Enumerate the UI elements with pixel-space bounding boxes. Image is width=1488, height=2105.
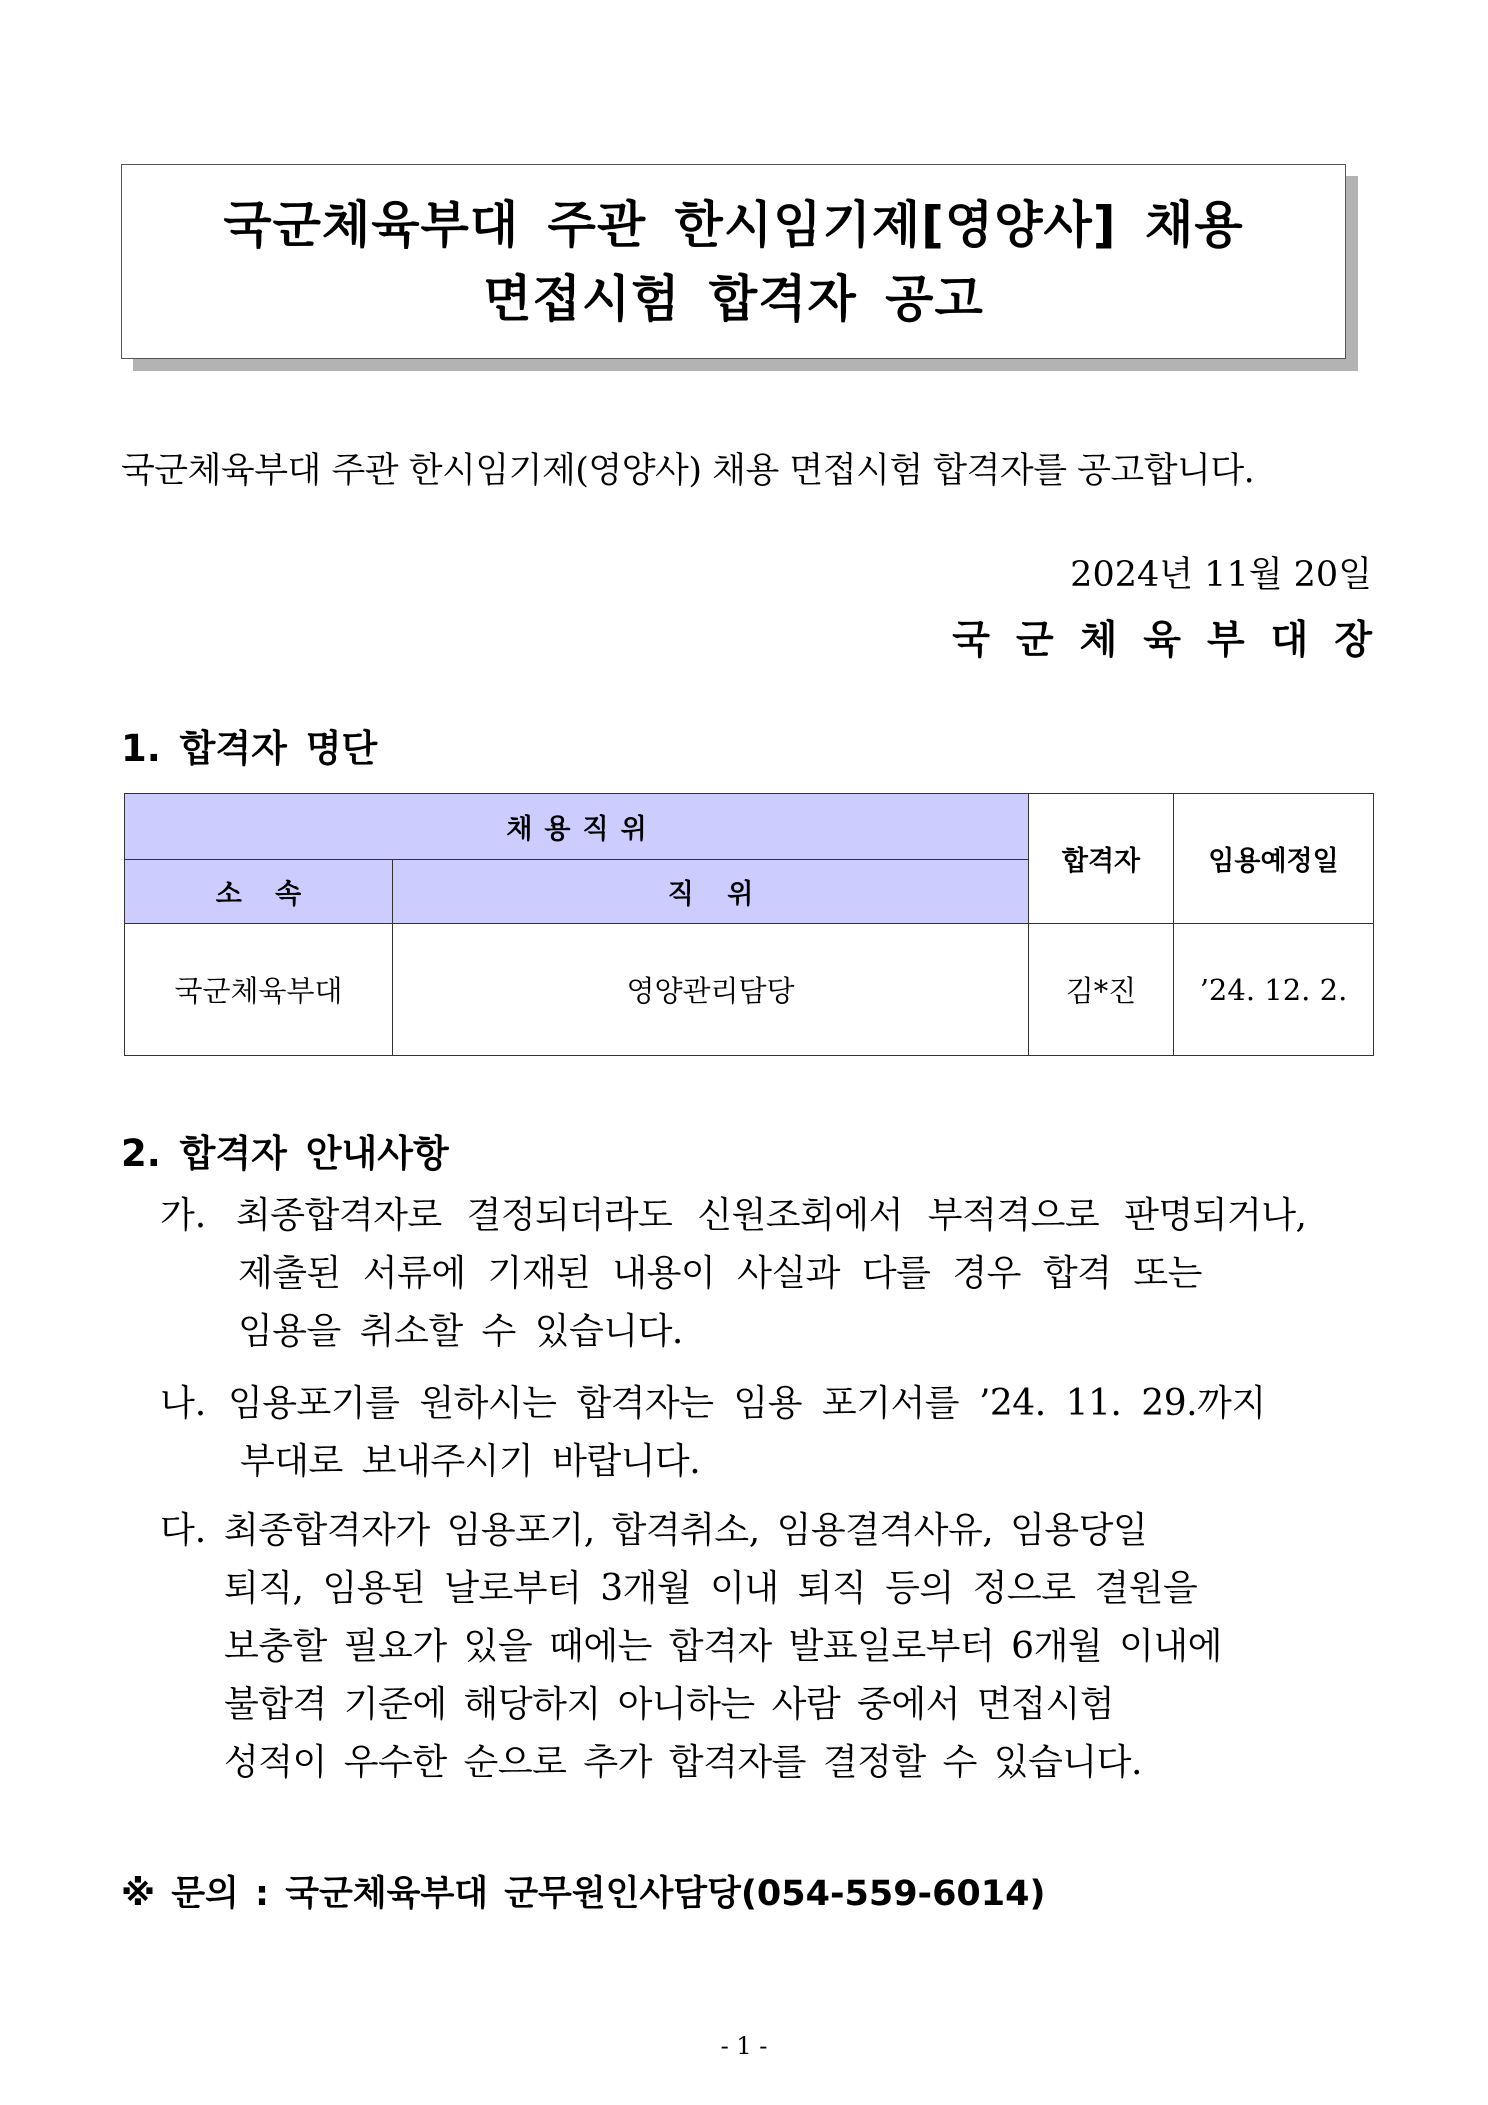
section-heading-passers-list: 1. 합격자 명단 (121, 727, 378, 770)
intro-text: 국군체육부대 주관 한시임기제(영양사) 채용 면접시험 합격자를 공고합니다. (121, 451, 1255, 491)
guidance-marker: 가. (160, 1195, 207, 1236)
guidance-line: 보충할 필요가 있을 때에는 합격자 발표일로부터 6개월 이내에 (224, 1626, 1222, 1667)
guidance-line: 부대로 보내주시기 바랍니다. (240, 1441, 701, 1482)
guidance-body (224, 1502, 1222, 1792)
announcement-date: 2024년 11월 20일 (1070, 555, 1372, 595)
guidance-line: 임용포기를 원하시는 합격자는 임용 포기서를 ’24. 11. 29.까지 (228, 1383, 1266, 1424)
cell-affiliation: 국군체육부대 (125, 924, 393, 1056)
header-recruitment-position: 채용직위 (125, 794, 1029, 860)
section-heading-guidance: 2. 합격자 안내사항 (121, 1132, 449, 1175)
header-appointment-date: 임용예정일 (1174, 794, 1374, 924)
guidance-body (228, 1375, 1266, 1491)
cell-appointment-date: ’24. 12. 2. (1174, 924, 1374, 1056)
cell-passer: 김*진 (1029, 924, 1174, 1056)
guidance-line: 제출된 서류에 기재된 내용이 사실과 다를 경우 합격 또는 (238, 1253, 1202, 1294)
guidance-line: 최종합격자로 결정되더라도 신원조회에서 부적격으로 판명되거나, (236, 1195, 1307, 1236)
guidance-marker: 다. (160, 1510, 207, 1551)
header-affiliation: 소 속 (125, 860, 393, 924)
cell-position: 영양관리담당 (393, 924, 1029, 1056)
guidance-line: 불합격 기준에 해당하지 아니하는 사람 중에서 면접시험 (224, 1684, 1115, 1725)
issuer-signature: 국군체육부대장 (952, 617, 1398, 663)
table-row (125, 924, 1374, 1056)
title-line-2: 면접시험 합격자 공고 (483, 269, 984, 328)
header-position: 직 위 (393, 860, 1029, 924)
guidance-marker: 나. (160, 1383, 207, 1424)
guidance-line: 성적이 우수한 순으로 추가 합격자를 결정할 수 있습니다. (224, 1742, 1142, 1783)
header-passer: 합격자 (1029, 794, 1174, 924)
inquiry-contact: ※ 문의 : 국군체육부대 군무원인사담당(054-559-6014) (121, 1874, 1046, 1914)
guidance-line: 임용을 취소할 수 있습니다. (238, 1311, 683, 1352)
title-box (121, 164, 1346, 359)
title-line-1: 국군체육부대 주관 한시임기제[영양사] 채용 (223, 195, 1244, 254)
guidance-line: 퇴직, 임용된 날로부터 3개월 이내 퇴직 등의 정으로 결원을 (224, 1568, 1198, 1609)
guidance-line: 최종합격자가 임용포기, 합격취소, 임용결격사유, 임용당일 (224, 1510, 1148, 1551)
page-number: - 1 - (720, 2032, 768, 2060)
guidance-body (236, 1187, 1306, 1361)
passers-table (124, 793, 1374, 1056)
